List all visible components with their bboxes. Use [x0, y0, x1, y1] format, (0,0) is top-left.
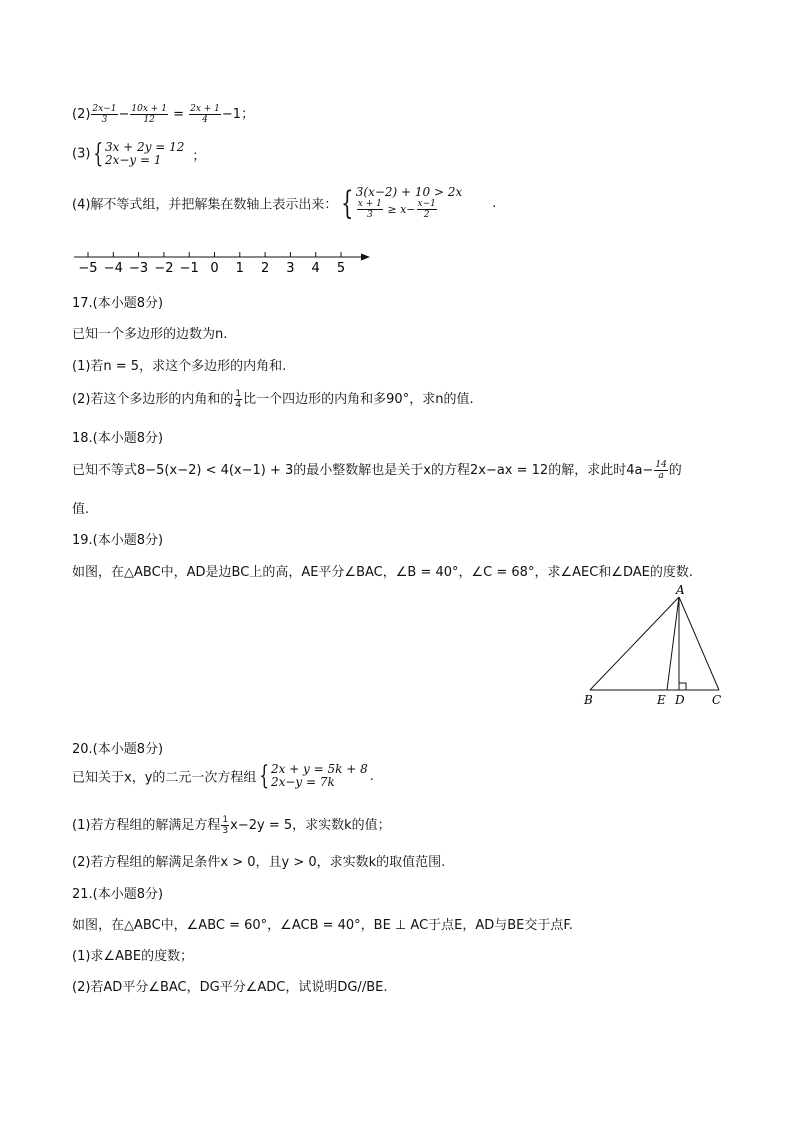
inequality-system: [356, 186, 463, 220]
question-17-header: 17.(本小题8分): [72, 296, 164, 311]
equation-line-2: 2x−y = 1: [104, 153, 162, 167]
number-line-ticks: [78, 252, 345, 276]
number-line-tick-label: 5: [336, 261, 346, 276]
system-tail: ；: [192, 148, 206, 164]
number-line: [70, 248, 380, 278]
part-text: (2)若这个多边形的内角和的: [72, 392, 234, 407]
number-line-tick-label: 4: [311, 261, 320, 276]
question-21-part-1: (1)求∠ABE的度数；: [72, 949, 194, 964]
stem-text: 已知关于x，y的二元一次方程组: [72, 770, 257, 786]
number-line-tick-label: 0: [210, 261, 219, 276]
numerator: x + 1: [357, 199, 382, 209]
segment-AB: [590, 597, 679, 690]
fraction: [357, 199, 383, 220]
system-brace: {: [259, 761, 270, 791]
stem-text: 已知不等式8−5(x−2) < 4(x−1) + 3的最小整数解也是关于x的方程2x−ax = 12的解，求此时4a−: [72, 463, 654, 478]
problem-16-4: [72, 186, 496, 220]
problem-16-3: [72, 141, 205, 167]
system-tail: .: [492, 195, 497, 211]
item-text: (4)解不等式组，并把解集在数轴上表示出来：: [72, 197, 338, 213]
numerator: 14: [655, 460, 667, 470]
number-line-tick-label: −5: [78, 261, 98, 276]
fraction: [221, 815, 229, 836]
question-17-stem: 已知一个多边形的边数为n.: [72, 327, 228, 342]
item-label: (3): [72, 146, 91, 162]
numerator: 1: [222, 815, 229, 825]
equation-system: [105, 141, 184, 167]
part-text: x−2y = 5，求实数k的值；: [230, 818, 391, 833]
point-label-D: D: [675, 693, 685, 707]
denominator: 3: [101, 115, 108, 125]
number-line-tick-label: −1: [179, 261, 199, 276]
question-20-part-2: (2)若方程组的解满足条件x > 0，且y > 0，求实数k的取值范围.: [72, 855, 446, 870]
stem-text: .: [369, 768, 374, 784]
fraction: [417, 199, 437, 220]
number-line-tick-label: 3: [286, 261, 295, 276]
triangle-figure: [578, 582, 728, 712]
fraction-2: [130, 104, 168, 125]
number-line-tick-label: −4: [103, 261, 123, 276]
segment-AE: [667, 597, 679, 690]
question-21-header: 21.(本小题8分): [72, 887, 164, 902]
number-line-tick-label: 1: [235, 261, 244, 276]
question-17-part-1: (1)若n = 5，求这个多边形的内角和.: [72, 359, 287, 374]
item-label: (2): [72, 107, 91, 122]
vertex-label-A: A: [676, 583, 685, 597]
fraction-1: [91, 104, 117, 125]
operator: =: [168, 107, 189, 122]
inequality-mid: ≥ x−: [383, 203, 416, 216]
vertex-label-B: B: [584, 693, 593, 707]
denominator: 3: [366, 210, 373, 220]
numerator: 10x + 1: [131, 104, 167, 114]
equation-line-1: 2x + y = 5k + 8: [270, 762, 368, 776]
stem-text: 的: [668, 463, 682, 478]
question-18-header: 18.(本小题8分): [72, 431, 164, 446]
part-text: (1)若方程组的解满足方程: [72, 818, 221, 833]
number-line-tick-label: −3: [129, 261, 149, 276]
fraction-3: [189, 104, 221, 125]
question-17-part-2: [72, 388, 474, 410]
denominator: 2: [423, 210, 430, 220]
question-19-header: 19.(本小题8分): [72, 533, 164, 548]
equation-system: [271, 763, 368, 789]
part-text: 比一个四边形的内角和多90°，求n的值.: [243, 392, 474, 407]
segment-AC: [679, 597, 719, 690]
numerator: x−1: [417, 199, 436, 209]
fraction: [654, 460, 667, 481]
number-line-tick-label: 2: [260, 261, 270, 276]
denominator: a: [658, 471, 664, 481]
fraction: [234, 389, 242, 410]
denominator: 3: [222, 826, 229, 836]
number-line-arrow: [361, 254, 370, 261]
denominator: 4: [202, 115, 208, 125]
problem-16-2: [72, 103, 254, 125]
operator: −: [118, 107, 130, 122]
numerator: 2x + 1: [190, 104, 220, 114]
number-line-tick-label: −2: [154, 261, 174, 276]
equation-tail: −1；: [221, 107, 255, 122]
inequality-line-1: 3(x−2) + 10 > 2x: [355, 185, 463, 199]
question-20-part-1: [72, 814, 391, 836]
question-21-part-2: (2)若AD平分∠BAC，DG平分∠ADC，试说明DG//BE.: [72, 980, 388, 995]
question-20-header: 20.(本小题8分): [72, 742, 164, 757]
inequality-line-2: [356, 199, 463, 220]
denominator: 4: [235, 400, 242, 410]
equation-line-1: 3x + 2y = 12: [104, 140, 185, 154]
question-18-stem: [72, 459, 682, 481]
denominator: 12: [143, 115, 155, 125]
equation-line-2: 2x−y = 7k: [270, 775, 335, 789]
question-18-stem-cont: 值.: [72, 502, 90, 517]
system-brace: {: [341, 184, 354, 222]
question-20-stem: [72, 763, 374, 789]
point-label-E: E: [657, 693, 666, 707]
numerator: 1: [235, 389, 242, 399]
question-19-stem: 如图，在△ABC中，AD是边BC上的高，AE平分∠BAC，∠B = 40°，∠C = 68°，求∠AEC和∠DAE的度数.: [72, 565, 693, 580]
vertex-label-C: C: [712, 693, 722, 707]
numerator: 2x−1: [92, 104, 117, 114]
right-angle-mark: [679, 683, 686, 690]
system-brace: {: [93, 139, 104, 169]
question-21-stem: 如图，在△ABC中，∠ABC = 60°，∠ACB = 40°，BE ⊥ AC于点E，AD与BE交于点F.: [72, 918, 573, 933]
